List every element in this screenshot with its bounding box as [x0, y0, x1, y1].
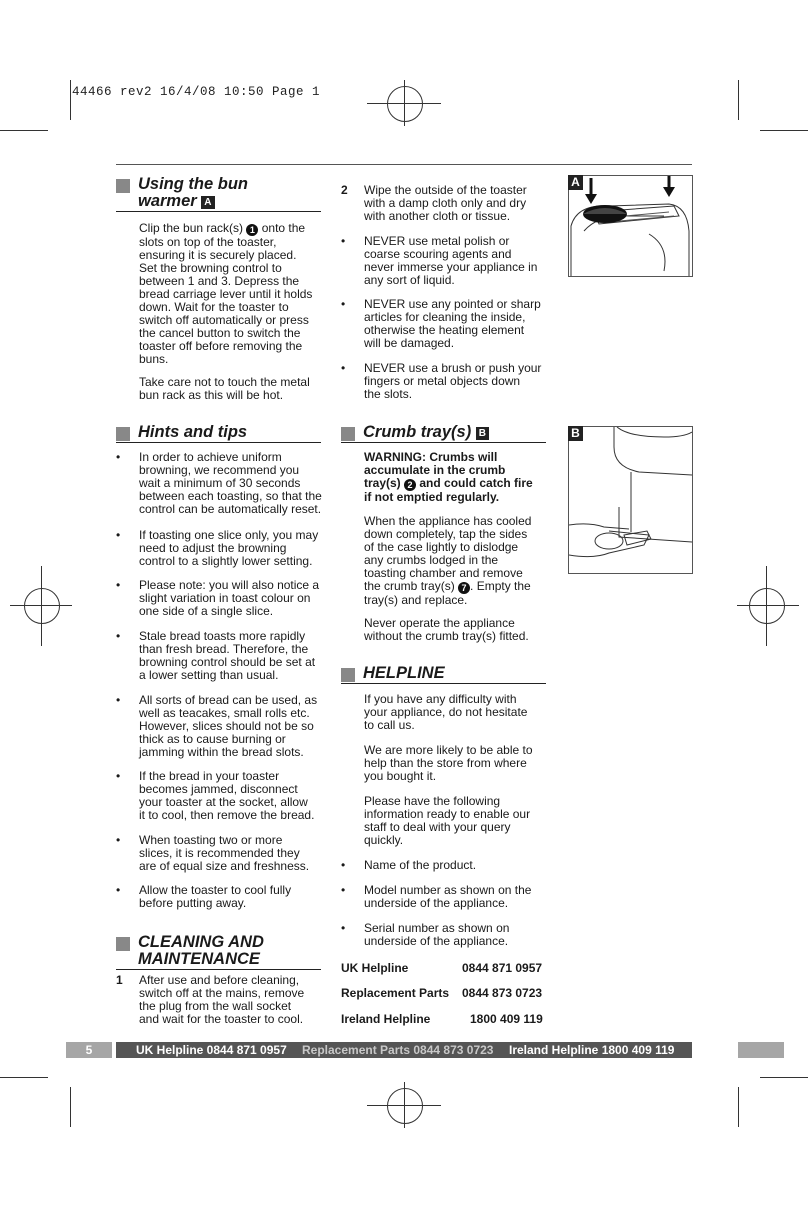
- figure-ref-badge: B: [476, 427, 489, 440]
- heading-square-icon: [341, 668, 355, 682]
- page-number: 5: [66, 1042, 112, 1058]
- helpline-intro: If you have any difficulty with your appliance, do not hesitate to call us.: [364, 692, 528, 732]
- heading-square-icon: [116, 427, 130, 441]
- crop-mark: [70, 80, 71, 120]
- footer-replacement-parts: Replacement Parts 0844 873 0723: [302, 1043, 494, 1057]
- bun-warmer-instructions: Clip the bun rack(s) 1 onto the slots on top of the toaster, ensuring it is securely placed. Set the browning control to between 1 and 3. Depress the bread carriage lever until it holds down. Wait for the toaster to switch off automatically or press the cancel button to switch the toaster off before removing the buns.: [139, 221, 313, 366]
- heading-text: Hints and tips: [138, 423, 248, 441]
- figure-b-crumb-tray: [568, 426, 693, 574]
- figure-label-a: A: [568, 175, 583, 190]
- crop-mark: [760, 130, 808, 131]
- helpline-info: Please have the following information ready to enable our staff to deal with your query quickly.: [364, 794, 531, 847]
- toaster-bun-rack-illustration: [569, 176, 692, 276]
- figure-ref-badge: A: [201, 196, 214, 209]
- heading-square-icon: [116, 937, 130, 951]
- part-number-badge: 1: [246, 224, 258, 236]
- heading-crumb-tray: [341, 424, 546, 443]
- helpline-ireland-number: 1800 409 119: [470, 1012, 543, 1026]
- crop-mark: [0, 1077, 48, 1078]
- footer-helpline-bar: [116, 1042, 692, 1058]
- heading-text: Crumb tray(s): [363, 423, 472, 441]
- helpline-store: We are more likely to be able to help than the store from where you bought it.: [364, 743, 533, 783]
- figure-a-bun-warmer: [568, 175, 693, 277]
- crumb-warning: WARNING: Crumbs will accumulate in the crumb tray(s) 2 and could catch fire if not emptied regularly.: [364, 450, 533, 504]
- part-number-badge: 2: [404, 479, 416, 491]
- bun-warmer-caution: Take care not to touch the metal bun rack as this will be hot.: [139, 375, 310, 402]
- heading-square-icon: [116, 179, 130, 193]
- heading-text: MAINTENANCE: [138, 950, 260, 968]
- heading-square-icon: [341, 427, 355, 441]
- footer-tab: [738, 1042, 784, 1058]
- footer-uk-helpline: UK Helpline 0844 871 0957: [136, 1043, 287, 1057]
- heading-text: Using the bun: [138, 175, 248, 193]
- crumb-instructions: When the appliance has cooled down completely, tap the sides of the case lightly to dislodge any crumbs lodged in the toasting chamber and remove the crumb tray(s) 7 . Empty the tray(s) and replace.: [364, 514, 532, 607]
- heading-text: CLEANING AND: [138, 933, 264, 951]
- crop-mark: [70, 1087, 71, 1127]
- top-rule: [116, 164, 692, 165]
- heading-hints: [116, 424, 321, 443]
- crop-mark: [760, 1077, 808, 1078]
- helpline-parts-label: Replacement Parts: [341, 986, 450, 1000]
- print-slug: 44466 rev2 16/4/08 10:50 Page 1: [72, 85, 321, 99]
- helpline-uk-number: 0844 871 0957: [462, 961, 543, 975]
- heading-cleaning: [116, 934, 321, 970]
- helpline-ireland-label: Ireland Helpline: [341, 1012, 431, 1026]
- helpline-uk-label: UK Helpline: [341, 961, 409, 975]
- crop-mark: [738, 80, 739, 120]
- part-number-badge: 7: [458, 582, 470, 594]
- heading-text: HELPLINE: [363, 664, 445, 682]
- helpline-parts-number: 0844 873 0723: [462, 986, 543, 1000]
- crumb-note: Never operate the appliance without the crumb tray(s) fitted.: [364, 616, 529, 643]
- footer-ireland-helpline: Ireland Helpline 1800 409 119: [509, 1043, 675, 1057]
- heading-helpline: [341, 665, 546, 684]
- figure-label-b: B: [568, 426, 583, 441]
- heading-bun-warmer: [116, 176, 321, 212]
- crumb-tray-removal-illustration: [569, 427, 692, 573]
- heading-text: warmer: [138, 192, 197, 210]
- crop-mark: [0, 130, 48, 131]
- crop-mark: [738, 1087, 739, 1127]
